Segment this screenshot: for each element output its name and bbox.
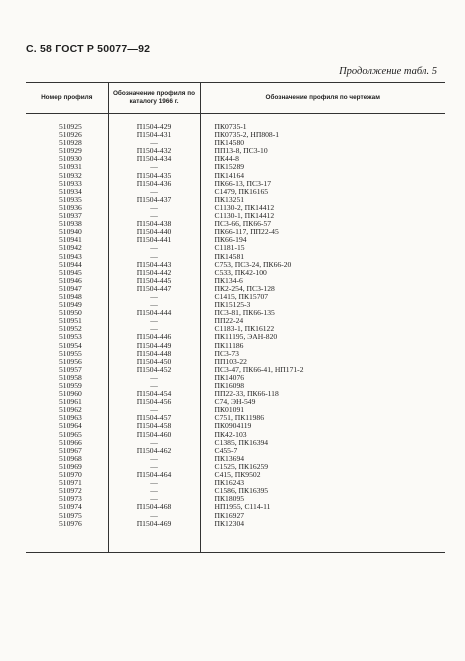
- table-row: [26, 487, 445, 495]
- cell-catalog-designation: П1504-443: [108, 261, 200, 269]
- table-row: [26, 358, 445, 366]
- cell-catalog-designation: П1504-448: [108, 350, 200, 358]
- cell-catalog-designation: П1504-458: [108, 422, 200, 430]
- cell-catalog-designation: —: [108, 253, 200, 261]
- table-row: [26, 342, 445, 350]
- table-row: [26, 228, 445, 236]
- table-body: [26, 114, 445, 553]
- cell-catalog-designation: —: [108, 163, 200, 171]
- cell-profile-number: 510965: [59, 430, 82, 439]
- cell-profile-number: 510967: [59, 446, 82, 455]
- cell-drawing-designation: ПП22-24: [200, 317, 445, 325]
- cell-profile-number: 510928: [59, 139, 82, 148]
- table-row: [26, 147, 445, 155]
- cell-profile-number: 510945: [59, 268, 82, 277]
- cell-profile-number: 510960: [59, 390, 82, 399]
- cell-drawing-designation: ПП103-22: [200, 358, 445, 366]
- cell-drawing-designation: ПК15125-3: [200, 301, 445, 309]
- table-row: [26, 495, 445, 503]
- table-row: [26, 155, 445, 163]
- cell-drawing-designation: С1415, ПК15707: [200, 293, 445, 301]
- cell-drawing-designation: ПК11195, ЭАН-820: [200, 333, 445, 341]
- cell-profile-number: 510934: [59, 187, 82, 196]
- cell-catalog-designation: —: [108, 495, 200, 503]
- cell-drawing-designation: ПК16243: [200, 479, 445, 487]
- cell-catalog-designation: —: [108, 212, 200, 220]
- cell-drawing-designation: ПК44-8: [200, 155, 445, 163]
- cell-profile-number: 510942: [59, 244, 82, 253]
- cell-profile-number: 510972: [59, 487, 82, 496]
- table-row: [26, 269, 445, 277]
- cell-catalog-designation: П1504-438: [108, 220, 200, 228]
- cell-catalog-designation: П1504-454: [108, 390, 200, 398]
- table-row: [26, 333, 445, 341]
- table-row: [26, 180, 445, 188]
- cell-profile-number: 510931: [59, 163, 82, 172]
- cell-catalog-designation: П1504-435: [108, 172, 200, 180]
- cell-drawing-designation: ПК11186: [200, 342, 445, 350]
- table-row: [26, 212, 445, 220]
- cell-catalog-designation: П1504-452: [108, 366, 200, 374]
- cell-catalog-designation: П1504-437: [108, 196, 200, 204]
- table-row: [26, 479, 445, 487]
- cell-catalog-designation: —: [108, 139, 200, 147]
- cell-catalog-designation: П1504-444: [108, 309, 200, 317]
- cell-drawing-designation: С1181-15: [200, 244, 445, 252]
- cell-profile-number: 510954: [59, 341, 82, 350]
- cell-catalog-designation: П1504-449: [108, 342, 200, 350]
- cell-catalog-designation: П1504-432: [108, 147, 200, 155]
- cell-profile-number: 510971: [59, 479, 82, 488]
- cell-catalog-designation: П1504-434: [108, 155, 200, 163]
- cell-profile-number: 510944: [59, 260, 82, 269]
- cell-catalog-designation: П1504-447: [108, 285, 200, 293]
- cell-profile-number: 510958: [59, 373, 82, 382]
- cell-profile-number: 510947: [59, 284, 82, 293]
- cell-catalog-designation: П1504-441: [108, 236, 200, 244]
- table-row: [26, 431, 445, 439]
- cell-profile-number: 510925: [59, 122, 82, 131]
- cell-profile-number: 510955: [59, 349, 82, 358]
- table-row: [26, 422, 445, 430]
- cell-profile-number: 510952: [59, 325, 82, 334]
- cell-profile-number: 510968: [59, 454, 82, 463]
- table-row: [26, 414, 445, 422]
- table-header-row: [26, 83, 445, 114]
- cell-catalog-designation: —: [108, 479, 200, 487]
- cell-profile-number: 510975: [59, 511, 82, 520]
- cell-profile-number: 510943: [59, 252, 82, 261]
- cell-drawing-designation: ПК01091: [200, 406, 445, 414]
- cell-drawing-designation: С1130-2, ПК14412: [200, 204, 445, 212]
- table-row: [26, 325, 445, 333]
- cell-profile-number: 510964: [59, 422, 82, 431]
- table-row: [26, 439, 445, 447]
- cell-drawing-designation: НП1955, С114-11: [200, 503, 445, 511]
- cell-catalog-designation: П1504-462: [108, 447, 200, 455]
- table-row: [26, 236, 445, 244]
- cell-drawing-designation: ПК15289: [200, 163, 445, 171]
- cell-drawing-designation: ПК0904119: [200, 422, 445, 430]
- cell-drawing-designation: ПК66-117, ПП22-45: [200, 228, 445, 236]
- table-row: [26, 188, 445, 196]
- cell-catalog-designation: —: [108, 325, 200, 333]
- cell-drawing-designation: ПК16927: [200, 512, 445, 520]
- table-row: [26, 366, 445, 374]
- table-row: [26, 317, 445, 325]
- table-row: [26, 309, 445, 317]
- cell-profile-number: 510948: [59, 292, 82, 301]
- cell-profile-number: 510935: [59, 195, 82, 204]
- cell-catalog-designation: —: [108, 244, 200, 252]
- cell-drawing-designation: ПП22-33, ПК66-118: [200, 390, 445, 398]
- cell-profile-number: 510951: [59, 317, 82, 326]
- cell-drawing-designation: ПС3-81, ПК66-135: [200, 309, 445, 317]
- table-row: [26, 398, 445, 406]
- page-header: С. 58 ГОСТ Р 50077—92: [26, 43, 151, 55]
- table-row: [26, 512, 445, 520]
- cell-profile-number: 510940: [59, 228, 82, 237]
- column-header-profile-number: Номер профиля: [26, 83, 108, 114]
- table-row: [26, 520, 445, 553]
- cell-profile-number: 510970: [59, 471, 82, 480]
- cell-catalog-designation: П1504-460: [108, 431, 200, 439]
- cell-profile-number: 510941: [59, 236, 82, 245]
- cell-drawing-designation: ПК2-254, ПС3-128: [200, 285, 445, 293]
- table-row: [26, 447, 445, 455]
- table-row: [26, 196, 445, 204]
- cell-catalog-designation: П1504-440: [108, 228, 200, 236]
- table-row: [26, 463, 445, 471]
- cell-profile-number: 510961: [59, 398, 82, 407]
- cell-profile-number: 510933: [59, 179, 82, 188]
- table-row: [26, 285, 445, 293]
- cell-catalog-designation: П1504-457: [108, 414, 200, 422]
- cell-drawing-designation: С1479, ПК16165: [200, 188, 445, 196]
- cell-catalog-designation: —: [108, 317, 200, 325]
- cell-catalog-designation: —: [108, 463, 200, 471]
- cell-drawing-designation: С1385, ПК16394: [200, 439, 445, 447]
- cell-profile-number: 510930: [59, 155, 82, 164]
- cell-catalog-designation: П1504-468: [108, 503, 200, 511]
- cell-profile-number: 510966: [59, 438, 82, 447]
- cell-catalog-designation: П1504-446: [108, 333, 200, 341]
- cell-profile-number: 510959: [59, 382, 82, 390]
- cell-catalog-designation: —: [108, 293, 200, 301]
- cell-catalog-designation: П1504-436: [108, 180, 200, 188]
- cell-profile-number: 510949: [59, 301, 82, 310]
- cell-catalog-designation: —: [108, 406, 200, 414]
- table-row: [26, 503, 445, 511]
- cell-catalog-designation: —: [108, 382, 200, 390]
- cell-profile-number: 510956: [59, 357, 82, 366]
- cell-drawing-designation: ПК66-194: [200, 236, 445, 244]
- table-row: [26, 172, 445, 180]
- cell-catalog-designation: П1504-456: [108, 398, 200, 406]
- cell-drawing-designation: С1586, ПК16395: [200, 487, 445, 495]
- cell-catalog-designation: —: [108, 455, 200, 463]
- cell-drawing-designation: ПК13694: [200, 455, 445, 463]
- table-row: [26, 406, 445, 414]
- cell-catalog-designation: —: [108, 512, 200, 520]
- table-row: [26, 139, 445, 147]
- cell-profile-number: 510937: [59, 212, 82, 221]
- cell-drawing-designation: ПК13251: [200, 196, 445, 204]
- cell-profile-number: 510946: [59, 276, 82, 285]
- cell-drawing-designation: С415, ПК9502: [200, 471, 445, 479]
- cell-drawing-designation: С74, ЭН-549: [200, 398, 445, 406]
- cell-drawing-designation: С455-7: [200, 447, 445, 455]
- table-row: [26, 261, 445, 269]
- cell-profile-number: 510962: [59, 406, 82, 415]
- cell-profile-number: 510926: [59, 131, 82, 140]
- cell-profile-number: 510969: [59, 462, 82, 471]
- table-row: [26, 114, 445, 132]
- cell-drawing-designation: С751, ПК11986: [200, 414, 445, 422]
- cell-drawing-designation: ПК18095: [200, 495, 445, 503]
- cell-catalog-designation: —: [108, 301, 200, 309]
- cell-catalog-designation: —: [108, 374, 200, 382]
- cell-catalog-designation: П1504-431: [108, 131, 200, 139]
- cell-profile-number: 510929: [59, 147, 82, 156]
- table-row: [26, 220, 445, 228]
- cell-profile-number: 510932: [59, 171, 82, 180]
- column-header-catalog-1966: Обозначение профиля по каталогу 1966 г.: [108, 83, 200, 114]
- cell-catalog-designation: П1504-450: [108, 358, 200, 366]
- cell-catalog-designation: П1504-469: [108, 520, 200, 553]
- cell-drawing-designation: С1525, ПК16259: [200, 463, 445, 471]
- table-row: [26, 163, 445, 171]
- cell-drawing-designation: ПК12304: [200, 520, 445, 553]
- cell-catalog-designation: —: [108, 188, 200, 196]
- cell-profile-number: 510957: [59, 365, 82, 374]
- cell-drawing-designation: ПК14581: [200, 253, 445, 261]
- table-row: [26, 244, 445, 252]
- table-row: [26, 301, 445, 309]
- cell-drawing-designation: ПК16098: [200, 382, 445, 390]
- cell-drawing-designation: ПК134-6: [200, 277, 445, 285]
- table-row: [26, 455, 445, 463]
- cell-profile-number: 510974: [59, 503, 82, 512]
- cell-catalog-designation: —: [108, 487, 200, 495]
- cell-drawing-designation: С753, ПС3-24, ПК66-20: [200, 261, 445, 269]
- column-header-drawing-designation: Обозначение профиля по чертежам: [200, 83, 445, 114]
- table-row: [26, 382, 445, 390]
- cell-profile-number: 510953: [59, 333, 82, 342]
- cell-profile-number: 510936: [59, 203, 82, 212]
- table-row: [26, 374, 445, 382]
- table-row: [26, 293, 445, 301]
- cell-drawing-designation: ПК14164: [200, 172, 445, 180]
- cell-drawing-designation: ПК0735-1: [200, 114, 445, 132]
- cell-drawing-designation: ПК0735-2, НП808-1: [200, 131, 445, 139]
- cell-catalog-designation: —: [108, 439, 200, 447]
- table-row: [26, 390, 445, 398]
- cell-profile-number: 510950: [59, 309, 82, 318]
- cell-drawing-designation: С1183-1, ПК16122: [200, 325, 445, 333]
- cell-profile-number: 510938: [59, 220, 82, 229]
- cell-catalog-designation: П1504-429: [108, 114, 200, 132]
- cell-drawing-designation: ПП13-8, ПС3-10: [200, 147, 445, 155]
- cell-drawing-designation: ПС3-73: [200, 350, 445, 358]
- cell-profile-number: 510963: [59, 414, 82, 423]
- cell-catalog-designation: П1504-445: [108, 277, 200, 285]
- cell-drawing-designation: ПК14076: [200, 374, 445, 382]
- table-row: [26, 471, 445, 479]
- table-row: [26, 277, 445, 285]
- table-row: [26, 131, 445, 139]
- cell-drawing-designation: ПК14580: [200, 139, 445, 147]
- cell-catalog-designation: П1504-464: [108, 471, 200, 479]
- cell-catalog-designation: —: [108, 204, 200, 212]
- cell-drawing-designation: С533, ПК42-100: [200, 269, 445, 277]
- table-row: [26, 350, 445, 358]
- cell-drawing-designation: ПК42-103: [200, 431, 445, 439]
- cell-catalog-designation: П1504-442: [108, 269, 200, 277]
- cell-drawing-designation: ПС3-66, ПК66-57: [200, 220, 445, 228]
- table-continuation-caption: Продолжение табл. 5: [339, 66, 437, 77]
- cell-drawing-designation: С1130-1, ПК14412: [200, 212, 445, 220]
- table-row: [26, 253, 445, 261]
- cell-drawing-designation: ПК66-13, ПС3-17: [200, 180, 445, 188]
- cell-profile-number: 510973: [59, 495, 82, 504]
- cell-drawing-designation: ПС3-47, ПК66-41, НП171-2: [200, 366, 445, 374]
- cell-profile-number: 510976: [26, 520, 108, 553]
- profile-table: [26, 82, 445, 553]
- table-row: [26, 204, 445, 212]
